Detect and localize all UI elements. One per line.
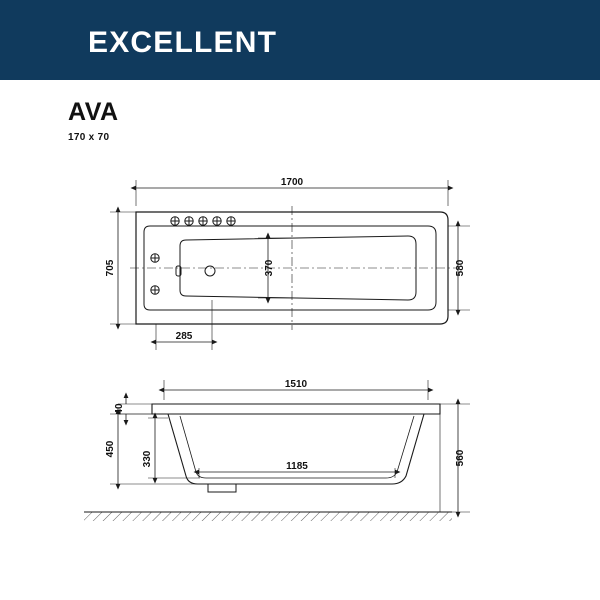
dim-label-450: 450: [105, 440, 116, 458]
dim-450: [110, 414, 208, 484]
dim-label-560: 560: [455, 449, 466, 467]
dim-label-580: 580: [455, 259, 466, 277]
dim-330: [148, 418, 200, 478]
dim-label-40: 40: [114, 403, 125, 415]
top-view-jet-holes: [151, 217, 235, 294]
dim-label-705: 705: [105, 259, 116, 277]
dim-label-370: 370: [264, 259, 275, 277]
brand-logo-text: EXCELLENT: [88, 26, 278, 59]
top-view-centerlines: [130, 206, 456, 330]
dim-label-1185: 1185: [286, 461, 308, 472]
product-size-label: 170 x 70: [68, 132, 110, 143]
dim-label-1510: 1510: [284, 379, 308, 390]
dim-label-1700: 1700: [280, 177, 304, 188]
page-title: AVA: [68, 98, 119, 126]
side-view-ground-line: [84, 512, 452, 521]
dim-285: [156, 300, 212, 350]
side-view-tub-outline: [152, 404, 440, 492]
top-view-drain: [176, 266, 215, 276]
dim-label-330: 330: [142, 450, 153, 468]
dim-label-285: 285: [175, 331, 193, 342]
